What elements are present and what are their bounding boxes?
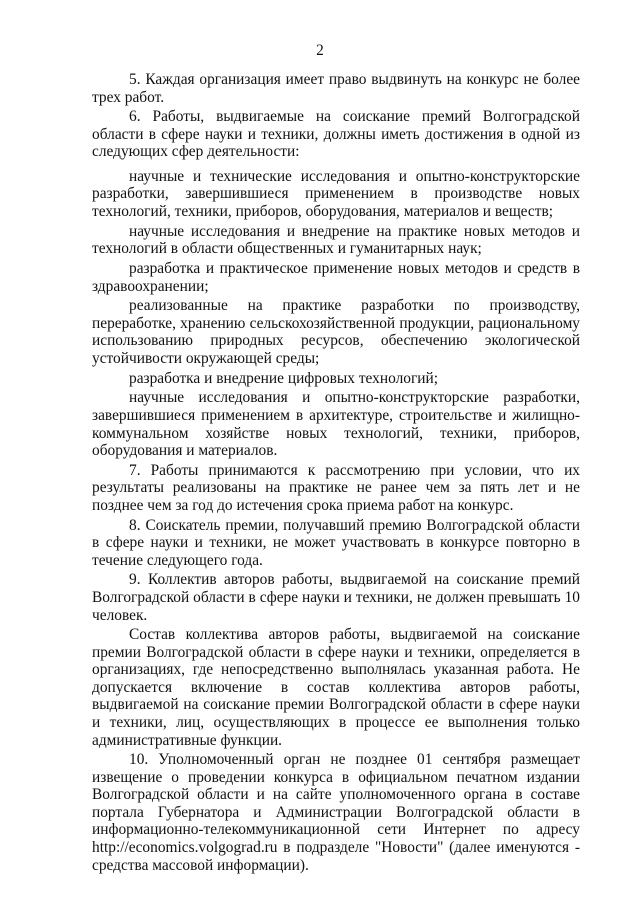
paragraph-item-10: 10. Уполномоченный орган не позднее 01 сентября размещает извещение о проведении конкурса в официальном печатном издании Волгоградской области и на сайте уполномоченного органа в составе портала Губернатора и Администрации Волгоградской области в информационно-телекоммуникационной сети Интернет по адресу http://economics.volgograd.ru в подразделе "Новости" (далее именуются - средства массовой информации). xyxy=(92,751,580,874)
paragraph-sphere-construction: научные исследования и опытно-конструкторские разработки, завершившиеся применением в архитектуре, строительстве и жилищно-коммунальном хозяйстве новых технологий, техники, приборов, оборудования и материалов. xyxy=(92,389,580,460)
paragraph-sphere-humanities: научные исследования и внедрение на практике новых методов и технологий в области общественных и гуманитарных наук; xyxy=(92,222,580,258)
paragraph-item-9: 9. Коллектив авторов работы, выдвигаемой на соискание премий Волгоградской области в сфере науки и техники, не должен превышать 10 человек. xyxy=(92,571,580,624)
paragraph-sphere-scientific-technical: научные и технические исследования и опытно-конструкторские разработки, завершившиеся применением в производстве новых технологий, техники, приборов, оборудования, материалов и веществ; xyxy=(92,167,580,221)
paragraph-item-6: 6. Работы, выдвигаемые на соискание премий Волгоградской области в сфере науки и техники, должны иметь достижения в одной из следующих сфер деятельности: xyxy=(92,108,580,161)
paragraph-sphere-healthcare: разработка и практическое применение новых методов и средств в здравоохранении; xyxy=(92,260,580,295)
paragraph-team-composition: Состав коллектива авторов работы, выдвигаемой на соискание премии Волгоградской области в сфере науки и техники, определяется в организациях, где непосредственно выполнялась указанная работа. Не допускается включение в состав коллектива авторов работы, выдвигаемой на соискание премии Волгоградской области в сфере науки и техники, лиц, осуществляющих в процессе ее выполнения только административные функции. xyxy=(92,626,580,749)
page-number: 2 xyxy=(316,42,324,59)
paragraph-sphere-digital: разработка и внедрение цифровых технологий; xyxy=(129,369,439,387)
paragraph-sphere-agriculture: реализованные на практике разработки по производству, переработке, хранению сельскохозяйственной продукции, рациональному использованию природных ресурсов, обеспечению экологической устойчивости окружающей среды; xyxy=(92,297,580,367)
paragraph-item-8: 8. Соискатель премии, получавший премию Волгоградской области в сфере науки и техники, не может участвовать в конкурсе повторно в течение следующего года. xyxy=(92,516,580,569)
paragraph-item-5: 5. Каждая организация имеет право выдвинуть на конкурс не более трех работ. xyxy=(92,71,580,106)
paragraph-item-7: 7. Работы принимаются к рассмотрению при условии, что их результаты реализованы на практике не ранее чем за пять лет и не позднее чем за год до истечения срока приема работ на конкурс. xyxy=(92,461,580,514)
document-body xyxy=(92,71,580,876)
